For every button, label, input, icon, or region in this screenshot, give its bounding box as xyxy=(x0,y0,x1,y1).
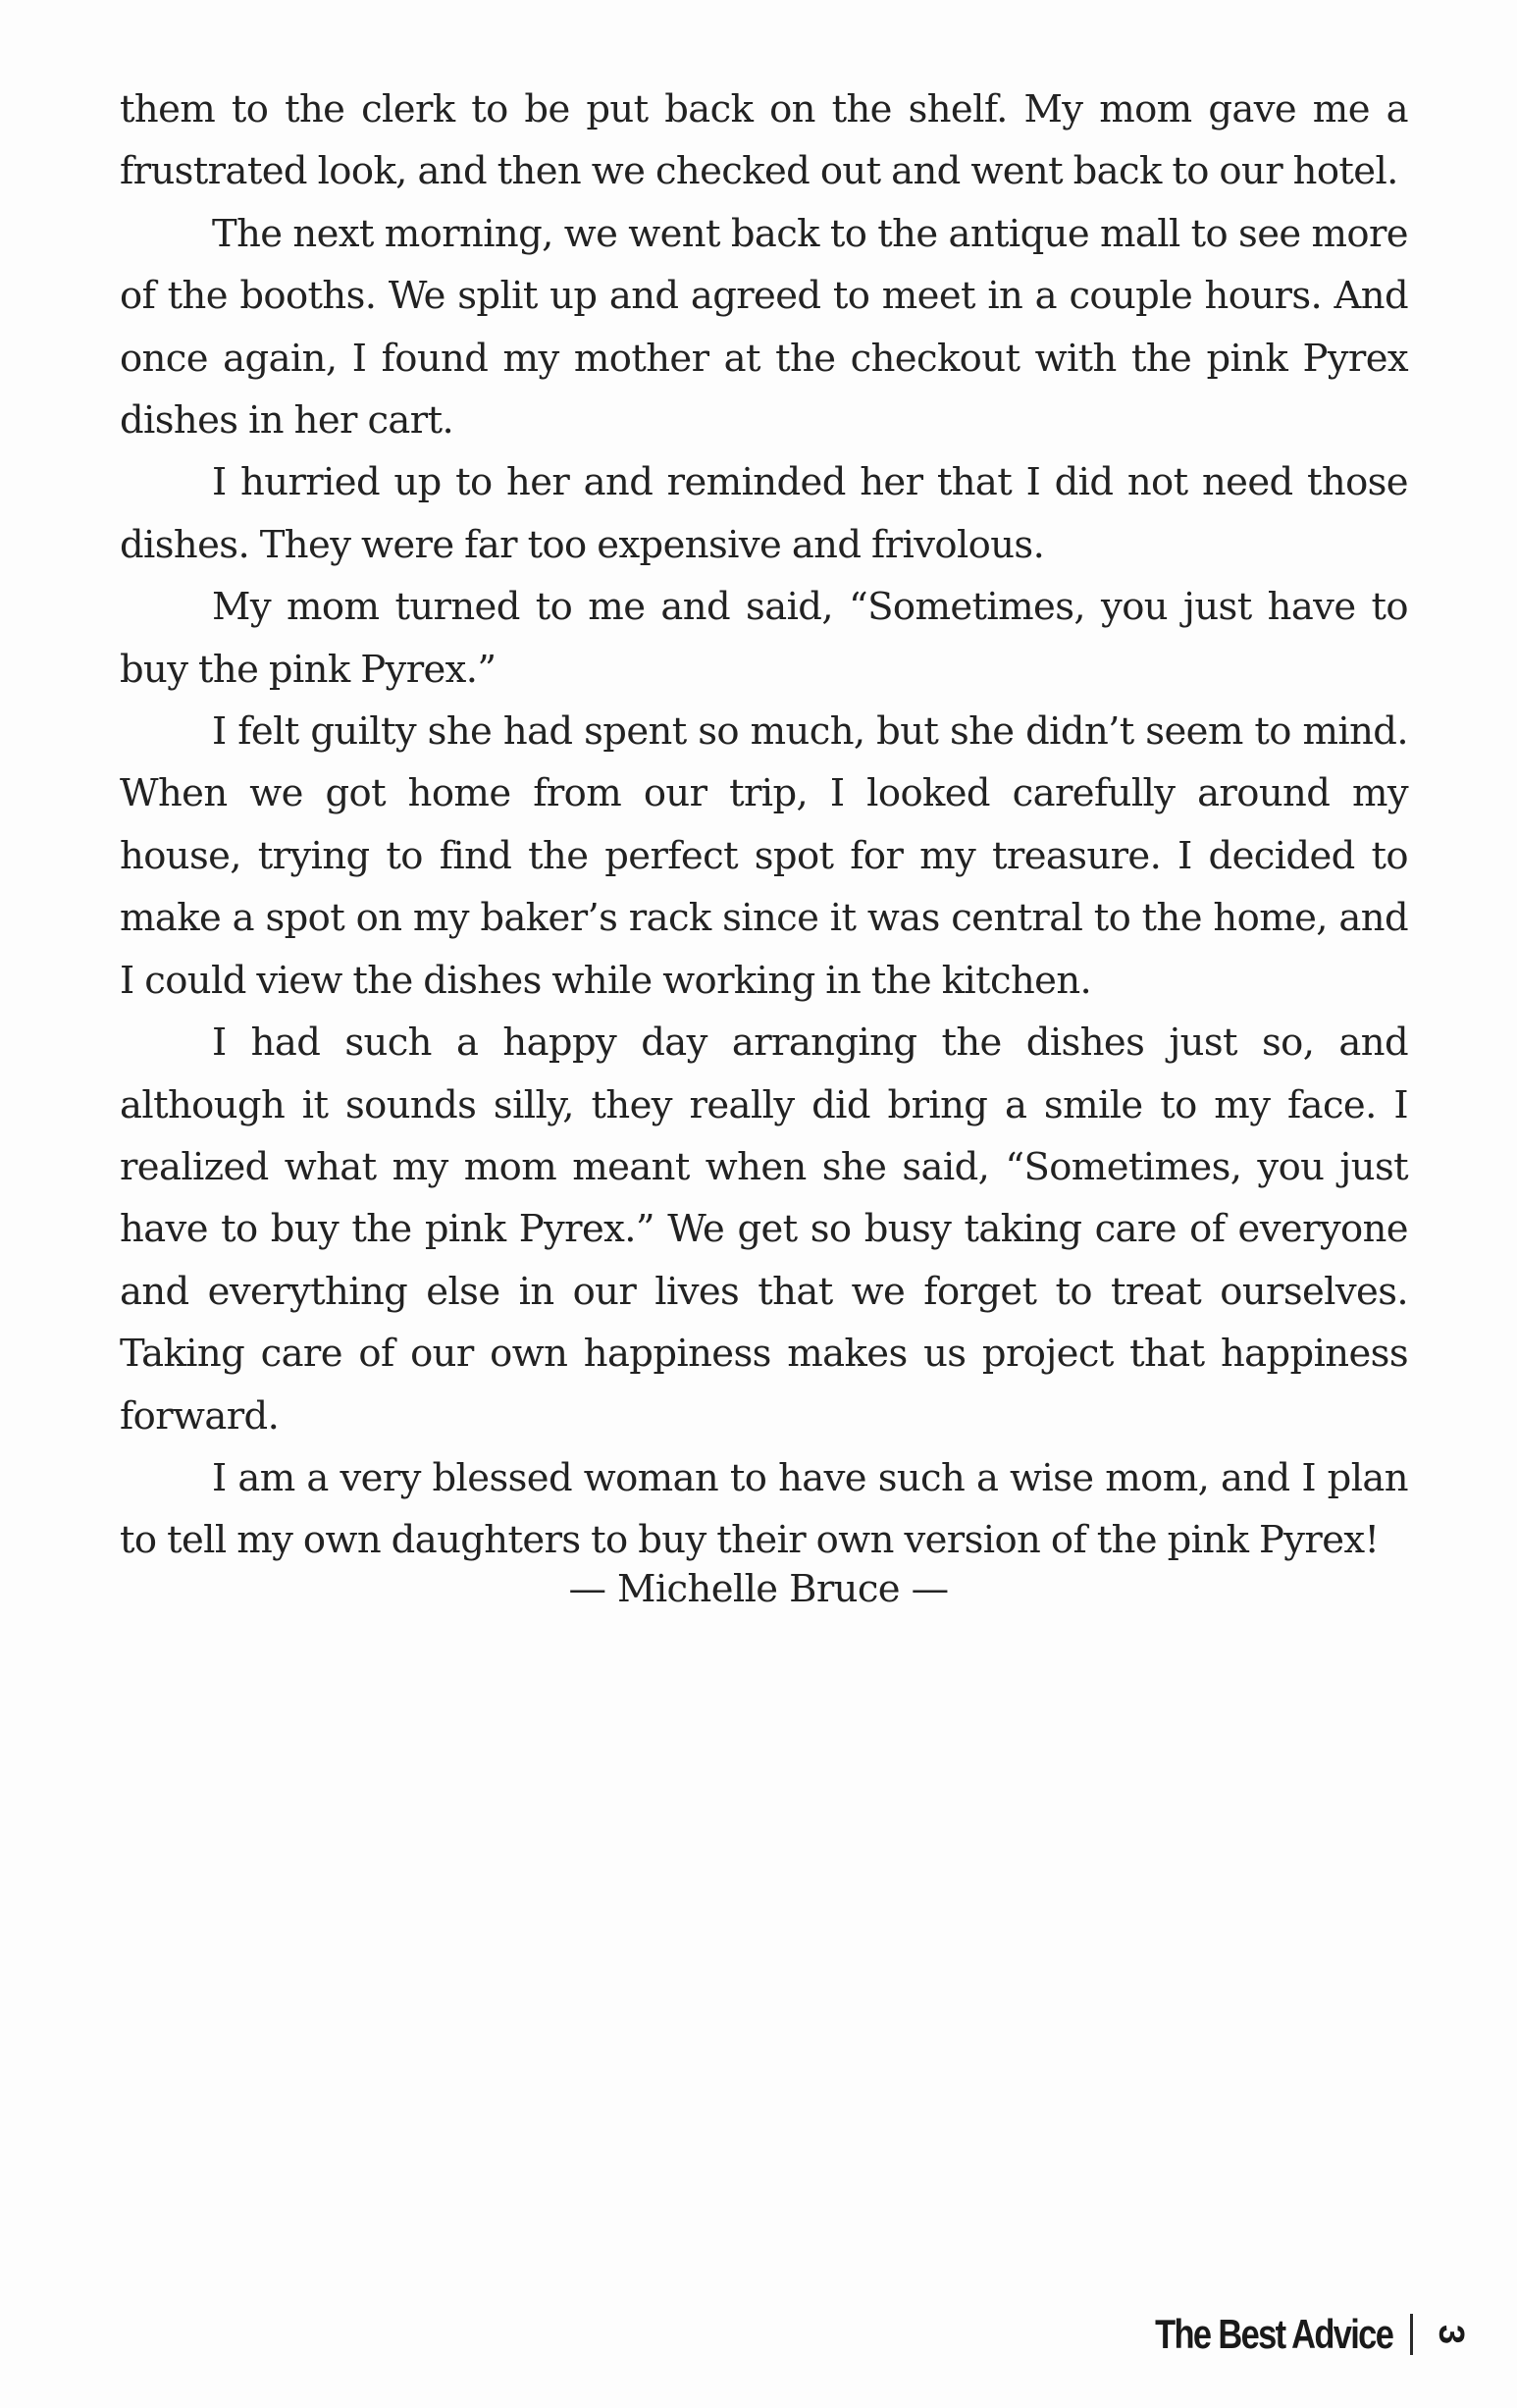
paragraph-4: My mom turned to me and said, “Sometimes, you just have to buy the pink Pyrex.” xyxy=(120,585,1408,692)
paragraph-5: I felt guilty she had spent so much, but she didn’t seem to mind. When we got home from our trip, I looked carefully around my house, trying to find the perfect spot for my treasure. I decided to make a spot on my baker’s rack since it was central to the home, and I could view the dishes while working in the kitchen. xyxy=(120,709,1408,1003)
footer-book-title: The Best Advice xyxy=(1154,2311,1392,2357)
story-body xyxy=(120,79,1408,1572)
author-attribution: — Michelle Bruce — xyxy=(568,1567,949,1611)
paragraph-6: I had such a happy day arranging the dishes just so, and although it sounds silly, they really did bring a smile to my face. I realized what my mom meant when she said, “Sometimes, you just have to buy the pink Pyrex.” We get so busy taking care of everyone and everything else in our lives that we forget to treat ourselves. Taking care of our own happiness makes us project that happiness forward. xyxy=(120,1021,1408,1439)
page-footer xyxy=(1103,2300,1472,2369)
paragraph-7: I am a very blessed woman to have such a wise mom, and I plan to tell my own daughters to buy their own version of the pink Pyrex! xyxy=(120,1455,1408,1563)
footer-page-number: 3 xyxy=(1432,2324,1472,2345)
footer-divider xyxy=(1410,2314,1413,2355)
paragraph-1: them to the clerk to be put back on the shelf. My mom gave me a frustrated look, and then we checked out and went back to our hotel. xyxy=(120,87,1408,194)
paragraph-2: The next morning, we went back to the antique mall to see more of the booths. We split up and agreed to meet in a couple hours. And once again, I found my mother at the checkout with the pink Pyrex dishes in her cart. xyxy=(120,211,1408,444)
paragraph-3: I hurried up to her and reminded her that I did not need those dishes. They were far too expensive and frivolous. xyxy=(120,460,1408,567)
